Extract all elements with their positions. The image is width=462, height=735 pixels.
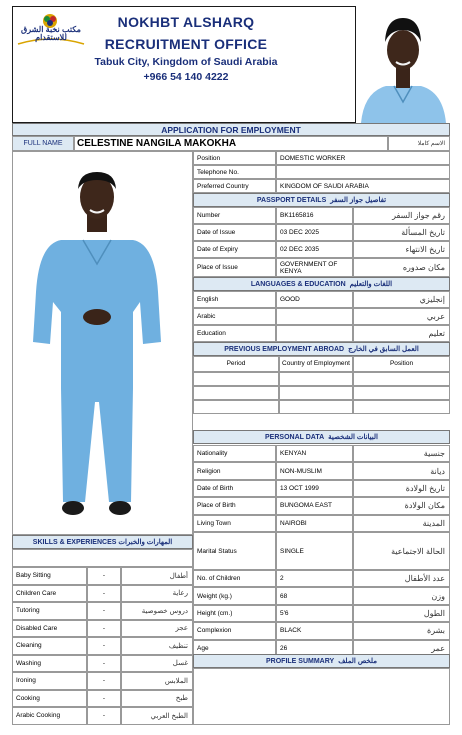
skills-title: SKILLS & EXPERIENCES xyxy=(32,538,117,546)
office-title-block xyxy=(92,14,280,83)
skill-row-arabic: غسل xyxy=(121,655,193,673)
personal-title-band-text-ar: البيانات الشخصية xyxy=(328,434,378,441)
skill-row-value: - xyxy=(87,585,121,603)
skills-title-ar: المهارات والخبرات xyxy=(118,539,173,546)
passport-row-3-value: GOVERNMENT OF KENYA xyxy=(276,258,353,277)
personal-row-9-arabic: بشرة xyxy=(353,622,450,639)
personal-row-8-label: Height (cm.) xyxy=(193,605,276,622)
office-location: Tabuk City, Kingdom of Saudi Arabia xyxy=(94,56,278,68)
skill-row-label: Washing xyxy=(12,655,87,673)
info-1-label: Telephone No. xyxy=(193,165,276,179)
personal-row-4-value: NAIROBI xyxy=(276,515,353,532)
skill-row-value: - xyxy=(87,707,121,725)
skill-row-label: Tutoring xyxy=(12,602,87,620)
info-2-value: KINGDOM OF SAUDI ARABIA xyxy=(276,179,450,193)
personal-row-3-label: Place of Birth xyxy=(193,497,276,514)
skill-row-value: - xyxy=(87,637,121,655)
info-2-label: Preferred Country xyxy=(193,179,276,193)
previous-empty-cell xyxy=(193,386,279,400)
previous-header-0: Period xyxy=(193,356,279,372)
languages-title-band xyxy=(193,277,450,291)
skill-row-value: - xyxy=(87,690,121,708)
previous-empty-cell xyxy=(193,400,279,414)
previous-empty-cell xyxy=(279,400,353,414)
personal-row-0-value: KENYAN xyxy=(276,445,353,462)
personal-row-2-label: Date of Birth xyxy=(193,480,276,497)
skill-row-value: - xyxy=(87,602,121,620)
personal-row-2-arabic: تاريخ الولادة xyxy=(353,480,450,497)
language-row-1-value xyxy=(276,308,353,325)
personal-row-9-value: BLACK xyxy=(276,622,353,639)
personal-title-band-text: PERSONAL DATA xyxy=(265,433,325,441)
personal-row-3-arabic: مكان الولادة xyxy=(353,497,450,514)
skill-row-arabic: الملابس xyxy=(121,672,193,690)
passport-title-band xyxy=(193,193,450,207)
skill-row-label: Disabled Care xyxy=(12,620,87,638)
personal-row-10-label: Age xyxy=(193,640,276,657)
personal-row-9-label: Complexion xyxy=(193,622,276,639)
personal-row-4-arabic: المدينة xyxy=(353,515,450,532)
skill-row-value: - xyxy=(87,567,121,585)
skill-row-arabic: عجز xyxy=(121,620,193,638)
personal-row-6-label: No. of Children xyxy=(193,570,276,587)
passport-row-3-arabic: مكان صدوره xyxy=(353,258,450,277)
profile-summary-band-text: PROFILE SUMMARY xyxy=(266,657,335,665)
personal-row-4-label: Living Town xyxy=(193,515,276,532)
previous-header-1: Country of Employment xyxy=(279,356,353,372)
language-row-1-label: Arabic xyxy=(193,308,276,325)
personal-row-5-label: Marital Status xyxy=(193,532,276,570)
passport-row-3-label: Place of Issue xyxy=(193,258,276,277)
language-row-1-arabic: عربي xyxy=(353,308,450,325)
skill-row-arabic: الطبخ العربي xyxy=(121,707,193,725)
skill-row-value: - xyxy=(87,655,121,673)
passport-row-0-value: BK1165816 xyxy=(276,207,353,224)
info-0-label: Position xyxy=(193,151,276,165)
skill-row-label: Ironing xyxy=(12,672,87,690)
personal-row-6-value: 2 xyxy=(276,570,353,587)
passport-row-0-arabic: رقم جواز السفر xyxy=(353,207,450,224)
previous-empty-cell xyxy=(279,386,353,400)
skill-row-label: Cleaning xyxy=(12,637,87,655)
personal-row-7-label: Weight (kg.) xyxy=(193,587,276,604)
passport-row-2-value: 02 DEC 2035 xyxy=(276,241,353,258)
language-row-2-arabic: تعليم xyxy=(353,325,450,342)
skills-title-band xyxy=(12,535,193,549)
language-row-0-label: English xyxy=(193,291,276,308)
personal-row-0-arabic: جنسية xyxy=(353,445,450,462)
office-name: NOKHBT ALSHARQ xyxy=(117,14,255,30)
office-phone: +966 54 140 4222 xyxy=(143,71,229,83)
passport-row-2-label: Date of Expiry xyxy=(193,241,276,258)
personal-row-6-arabic: عدد الأطفال xyxy=(353,570,450,587)
full-name-label: FULL NAME xyxy=(12,136,74,151)
passport-row-0-label: Number xyxy=(193,207,276,224)
skill-row-arabic: أطفال xyxy=(121,567,193,585)
personal-row-7-value: 68 xyxy=(276,587,353,604)
personal-row-10-value: 26 xyxy=(276,640,353,657)
passport-row-1-label: Date of Issue xyxy=(193,224,276,241)
personal-row-8-value: 5'6 xyxy=(276,605,353,622)
passport-title-band-text-ar: تفاصيل جواز السفر xyxy=(330,197,387,204)
info-1-value xyxy=(276,165,450,179)
form-title: APPLICATION FOR EMPLOYMENT xyxy=(12,123,450,136)
language-row-2-label: Education xyxy=(193,325,276,342)
previous-empty-cell xyxy=(353,372,450,386)
previous-title-band-text-ar: العمل السابق في الخارج xyxy=(348,346,419,353)
skill-row-label: Baby Sitting xyxy=(12,567,87,585)
logo-arabic-text: مكتب نخبة الشرق للاستقدام xyxy=(21,25,81,43)
personal-row-3-value: BUNGOMA EAST xyxy=(276,497,353,514)
passport-row-1-arabic: تاريخ المسألة xyxy=(353,224,450,241)
previous-empty-cell xyxy=(353,386,450,400)
languages-title-band-text-ar: اللغات والتعليم xyxy=(349,281,393,288)
languages-title-band-text: LANGUAGES & EDUCATION xyxy=(250,280,346,288)
profile-summary-band-text-ar: ملخص الملف xyxy=(338,658,377,665)
skill-row-value: - xyxy=(87,672,121,690)
profile-summary-band xyxy=(193,654,450,668)
previous-empty-cell xyxy=(353,400,450,414)
passport-title-band-text: PASSPORT DETAILS xyxy=(256,196,327,204)
skill-row-arabic: دروس خصوصية xyxy=(121,602,193,620)
skill-row-label: Arabic Cooking xyxy=(12,707,87,725)
skill-row-label: Children Care xyxy=(12,585,87,603)
skill-row-arabic: طبخ xyxy=(121,690,193,708)
previous-empty-cell xyxy=(193,372,279,386)
previous-title-band xyxy=(193,342,450,356)
passport-row-2-arabic: تاريخ الانتهاء xyxy=(353,241,450,258)
personal-row-5-arabic: الحالة الاجتماعية xyxy=(353,532,450,570)
skill-row-arabic: تنظيف xyxy=(121,637,193,655)
skill-row-arabic: رعاية xyxy=(121,585,193,603)
full-name-value: CELESTINE NANGILA MAKOKHA xyxy=(74,136,388,151)
skills-spacer xyxy=(12,549,193,567)
personal-row-8-arabic: الطول xyxy=(353,605,450,622)
personal-title-band xyxy=(193,430,450,444)
personal-row-5-value: SINGLE xyxy=(276,532,353,570)
personal-row-1-value: NON-MUSLIM xyxy=(276,462,353,479)
previous-header-2: Position xyxy=(353,356,450,372)
language-row-2-value xyxy=(276,325,353,342)
previous-empty-cell xyxy=(279,372,353,386)
skill-row-label: Cooking xyxy=(12,690,87,708)
full-name-label-ar: الاسم كاملا xyxy=(388,136,450,151)
language-row-0-arabic: إنجليزي xyxy=(353,291,450,308)
passport-row-1-value: 03 DEC 2025 xyxy=(276,224,353,241)
personal-row-2-value: 13 OCT 1999 xyxy=(276,480,353,497)
office-type: RECRUITMENT OFFICE xyxy=(104,36,268,52)
previous-title-band-text: PREVIOUS EMPLOYMENT ABROAD xyxy=(224,345,345,353)
personal-row-7-arabic: وزن xyxy=(353,587,450,604)
personal-row-1-arabic: ديانة xyxy=(353,462,450,479)
personal-row-10-arabic: عمر xyxy=(353,640,450,657)
personal-row-0-label: Nationality xyxy=(193,445,276,462)
skill-row-value: - xyxy=(87,620,121,638)
applicant-headshot xyxy=(355,6,450,123)
profile-summary-body xyxy=(193,668,450,725)
info-0-value: DOMESTIC WORKER xyxy=(276,151,450,165)
personal-row-1-label: Religion xyxy=(193,462,276,479)
applicant-full-body-photo xyxy=(12,151,193,535)
language-row-0-value: GOOD xyxy=(276,291,353,308)
